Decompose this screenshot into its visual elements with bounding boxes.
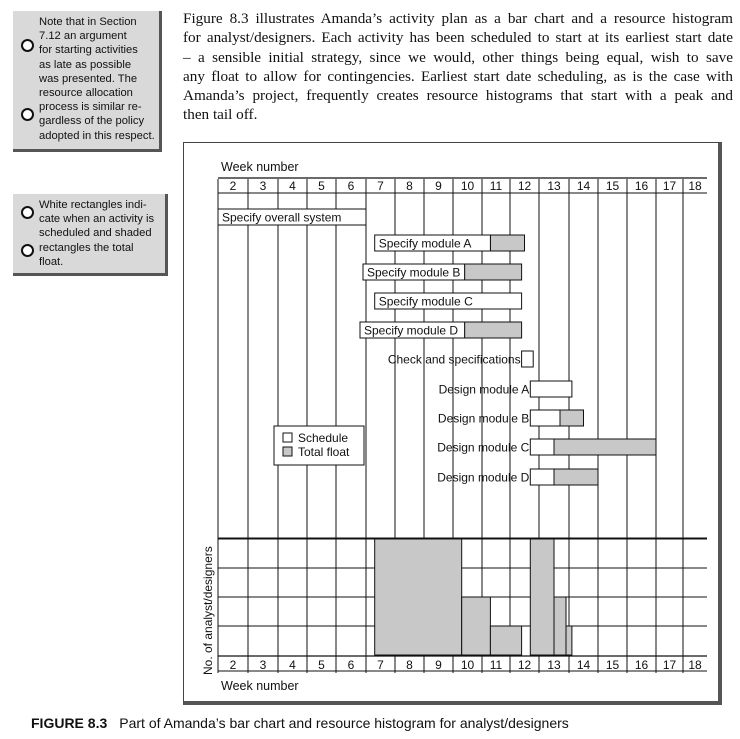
binder-ring-icon [21,108,34,121]
top-week-tick-label: 7 [377,179,384,193]
binder-ring-icon [21,244,34,257]
top-week-tick-label: 6 [347,179,355,193]
bottom-week-tick-label: 9 [435,658,442,672]
body-line: Amanda’s project, frequently creates resource histograms that start with a peak and [183,87,733,105]
note-line: process is similar re- [39,101,142,114]
bottom-week-tick-label: 5 [318,658,325,672]
note-line: rectangles the total [39,241,134,254]
caption-label: FIGURE 8.3 [31,715,108,731]
activity-label: Specify module C [378,294,473,309]
top-week-tick-label: 15 [605,179,620,193]
top-week-tick-label: 17 [662,179,677,193]
histogram-bar [566,626,572,655]
schedule-bar [530,381,572,397]
bottom-week-tick-label: 16 [634,658,649,672]
histogram-bar [530,539,554,655]
top-week-tick-label: 13 [547,179,561,193]
top-week-tick-label: 16 [634,179,649,193]
legend-label: Schedule [298,431,349,445]
body-line: any float to allow for contingencies. Earliest start date scheduling, as is the case with [183,67,733,85]
figure-caption [31,715,569,731]
activity-label: Specify overall system [222,210,342,225]
bottom-week-tick-label: 8 [406,658,413,672]
top-week-tick-label: 10 [460,179,475,193]
top-week-tick-label: 11 [489,179,503,193]
note-line: as late as possible [39,58,132,71]
legend-label: Total float [298,445,350,459]
top-week-tick-label: 8 [406,179,413,193]
histogram-bar [554,597,566,655]
bottom-week-tick-label: 2 [229,658,237,672]
float-bar [490,235,524,251]
top-week-tick-label: 18 [688,179,702,193]
float-bar [465,264,522,280]
schedule-bar [522,351,534,367]
histogram-x-axis-title: Week number [221,679,299,693]
gantt-axis-title: Week number [221,160,299,174]
activity-label: Design module A [438,382,530,397]
schedule-bar [530,410,560,426]
note-line: scheduled and shaded [39,227,152,240]
float-bar [560,410,584,426]
top-week-tick-label: 3 [259,179,267,193]
activity-label: Specify module A [378,236,472,251]
note-line: float. [39,255,64,268]
activity-label: Design module D [437,470,530,485]
body-line: for analyst/designers. Each activity has been scheduled to start at its earliest start date [183,29,733,47]
caption-text: Part of Amanda’s bar chart and resource histogram for analyst/designers [119,715,569,731]
note-line: 7.12 an argument [39,30,127,43]
float-bar [554,439,656,455]
note-line: cate when an activity is [39,213,155,226]
histogram-bar [490,626,521,655]
binder-ring-icon [21,39,34,52]
float-bar [465,322,522,338]
bottom-week-tick-label: 17 [662,658,677,672]
activity-label: Specify module B [367,265,461,280]
margin-note-rectangles [13,194,168,276]
schedule-bar [530,469,554,485]
note-line: for starting activities [39,44,138,57]
bottom-week-tick-label: 10 [460,658,475,672]
margin-note-late-start [13,11,162,152]
note-line: adopted in this respect. [39,129,155,142]
bottom-week-tick-label: 7 [377,658,384,672]
bottom-week-tick-label: 12 [517,658,532,672]
bottom-week-tick-label: 15 [605,658,620,672]
binder-ring-icon [21,206,34,219]
legend-swatch [283,447,292,456]
activity-label: Check and specifications [387,352,521,367]
body-line: Figure 8.3 illustrates Amanda’s activity plan as a bar chart and a resource histogram [183,10,733,27]
bottom-week-tick-label: 6 [347,658,355,672]
float-bar [554,469,598,485]
body-line: then tail off. [183,106,258,124]
histogram-bar [462,597,491,655]
note-line: was presented. The [39,72,138,85]
figure-frame [183,142,722,705]
top-week-tick-label: 12 [517,179,532,193]
activity-label: Specify module D [364,323,459,338]
top-week-tick-label: 5 [318,179,325,193]
bottom-week-tick-label: 14 [576,658,591,672]
legend-swatch [283,433,292,442]
top-week-tick-label: 14 [576,179,591,193]
histogram-bar [375,539,462,655]
note-line: Note that in Section [39,16,137,28]
bottom-week-tick-label: 18 [688,658,702,672]
bottom-week-tick-label: 13 [547,658,561,672]
bottom-week-tick-label: 4 [289,658,296,672]
top-week-tick-label: 4 [289,179,296,193]
note-line: White rectangles indi- [39,199,147,211]
figure-8-3-chart [184,143,718,701]
activity-label: Design module C [437,440,530,455]
histogram-y-axis-title: No. of analyst/designers [201,546,215,675]
note-line: resource allocation [39,87,133,100]
body-paragraph [183,9,733,125]
body-line: – a sensible initial strategy, since we would, other things being equal, wish to save [183,48,733,66]
activity-label: Design module B [437,411,530,426]
top-week-tick-label: 2 [229,179,237,193]
note-line: gardless of the policy [39,115,145,128]
bottom-week-tick-label: 11 [489,658,503,672]
bottom-week-tick-label: 3 [259,658,267,672]
schedule-bar [530,439,554,455]
top-week-tick-label: 9 [435,179,442,193]
